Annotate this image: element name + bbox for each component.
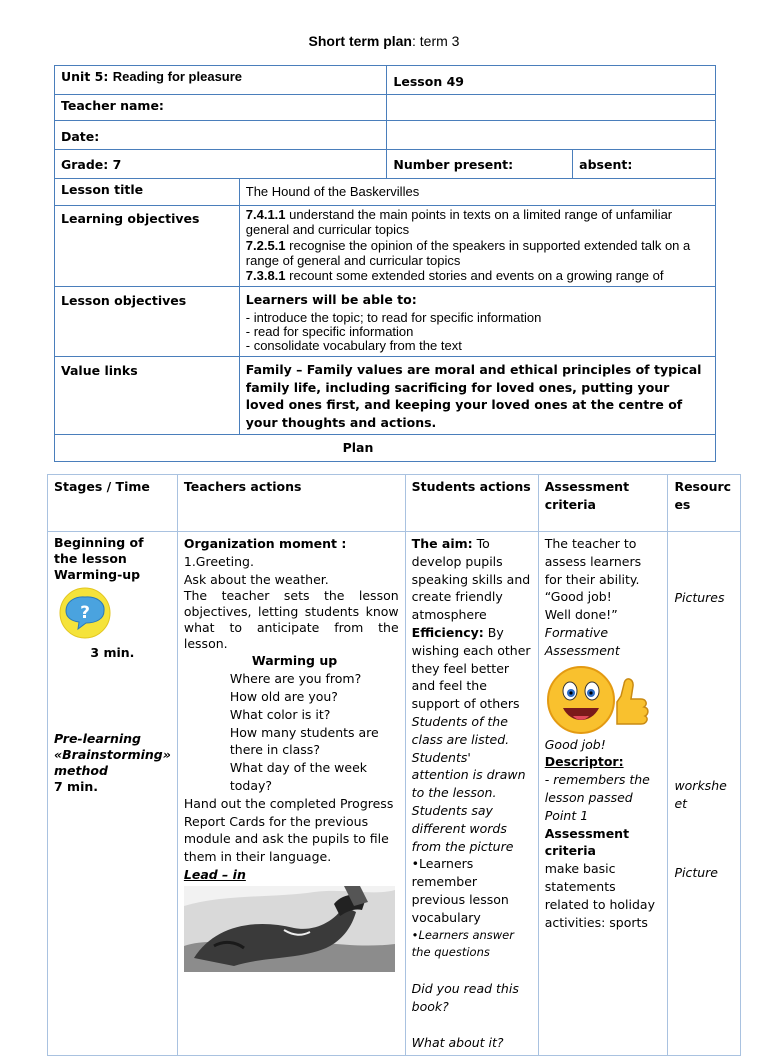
value-links-text: Family – Family values are moral and ethical principles of typical family life, including sacrificing for loved ones, putting your loved ones first, and keeping your loved ones at the centre of your thoughts and actions. [239, 357, 715, 435]
assessment-cell: The teacher to assess learners for their ability. “Good job! Well done!” Formative Assessment Good job! Descriptor: - remembers the lesson passed Point 1 Assessment criteria make basic statements related to holiday activities: sports [538, 532, 668, 1056]
header-students-actions: Students actions [405, 475, 538, 532]
header-stages: Stages / Time [48, 475, 178, 532]
teacher-name-value [387, 95, 716, 121]
date-value [387, 121, 716, 150]
learning-objectives-label: Learning objectives [55, 206, 240, 287]
absent: absent: [573, 150, 716, 179]
thumbs-up-smiley-icon [545, 664, 653, 736]
lesson-info-table [54, 65, 716, 462]
value-links-label: Value links [55, 357, 240, 435]
page-title: Short term plan: term 3 [308, 33, 460, 49]
teacher-actions-cell: Organization moment : 1.Greeting. Ask about the weather. The teacher sets the lesson objectives, letting students know what to anticipate from the lesson. Warming up Where are you from? How old are you? What color is it? How many students are there in class? What day of the week today? Hand out the completed Progress Report Cards for the previous module and ask the pupils to file them in their language. Lead – in [177, 532, 405, 1056]
header-teacher-actions: Teachers actions [177, 475, 405, 532]
lesson-number: Lesson 49 [387, 66, 716, 95]
learning-objectives: 7.4.1.1 understand the main points in texts on a limited range of unfamiliar general and curricular topics 7.2.5.1 recognise the opinion of the speakers in supported extended talk on a range of general and curricular topics 7.3.8.1 recount some extended stories and events on a growing range of [239, 206, 715, 287]
date-label: Date: [55, 121, 387, 150]
number-present: Number present: [387, 150, 573, 179]
unit-cell: Unit 5: Reading for pleasure [55, 66, 387, 95]
lesson-title-label: Lesson title [55, 179, 240, 206]
plan-heading: Plan [55, 435, 716, 462]
lesson-title-value: The Hound of the Baskervilles [239, 179, 715, 206]
hound-illustration [184, 886, 395, 972]
students-actions-cell: The aim: To develop pupils speaking skills and create friendly atmosphere Efficiency: By wishing each other they feel better and feel the support of others Students of the class are listed. Students' attention is drawn to the lesson. Students say different words from the picture •Learners remember previous lesson vocabulary •Learners answer the questions Did you read this book? What about it? [405, 532, 538, 1056]
svg-text:?: ? [80, 603, 90, 623]
header-assessment: Assessment criteria [538, 475, 668, 532]
teacher-name: Teacher name: [55, 95, 387, 121]
question-bubble-icon [58, 587, 112, 639]
header-resources: Resourc es [668, 475, 741, 532]
plan-table [47, 474, 741, 1056]
resources-cell: Pictures workshe et Picture [668, 532, 741, 1056]
grade: Grade: 7 [55, 150, 387, 179]
stages-cell: Beginning of the lesson Warming-up ? 3 min. Pre-learning «Brainstorming» method 7 min. [48, 532, 178, 1056]
lesson-objectives: Learners will be able to: - introduce the topic; to read for specific information - read for specific information - consolidate vocabulary from the text [239, 287, 715, 357]
lesson-objectives-label: Lesson objectives [55, 287, 240, 357]
